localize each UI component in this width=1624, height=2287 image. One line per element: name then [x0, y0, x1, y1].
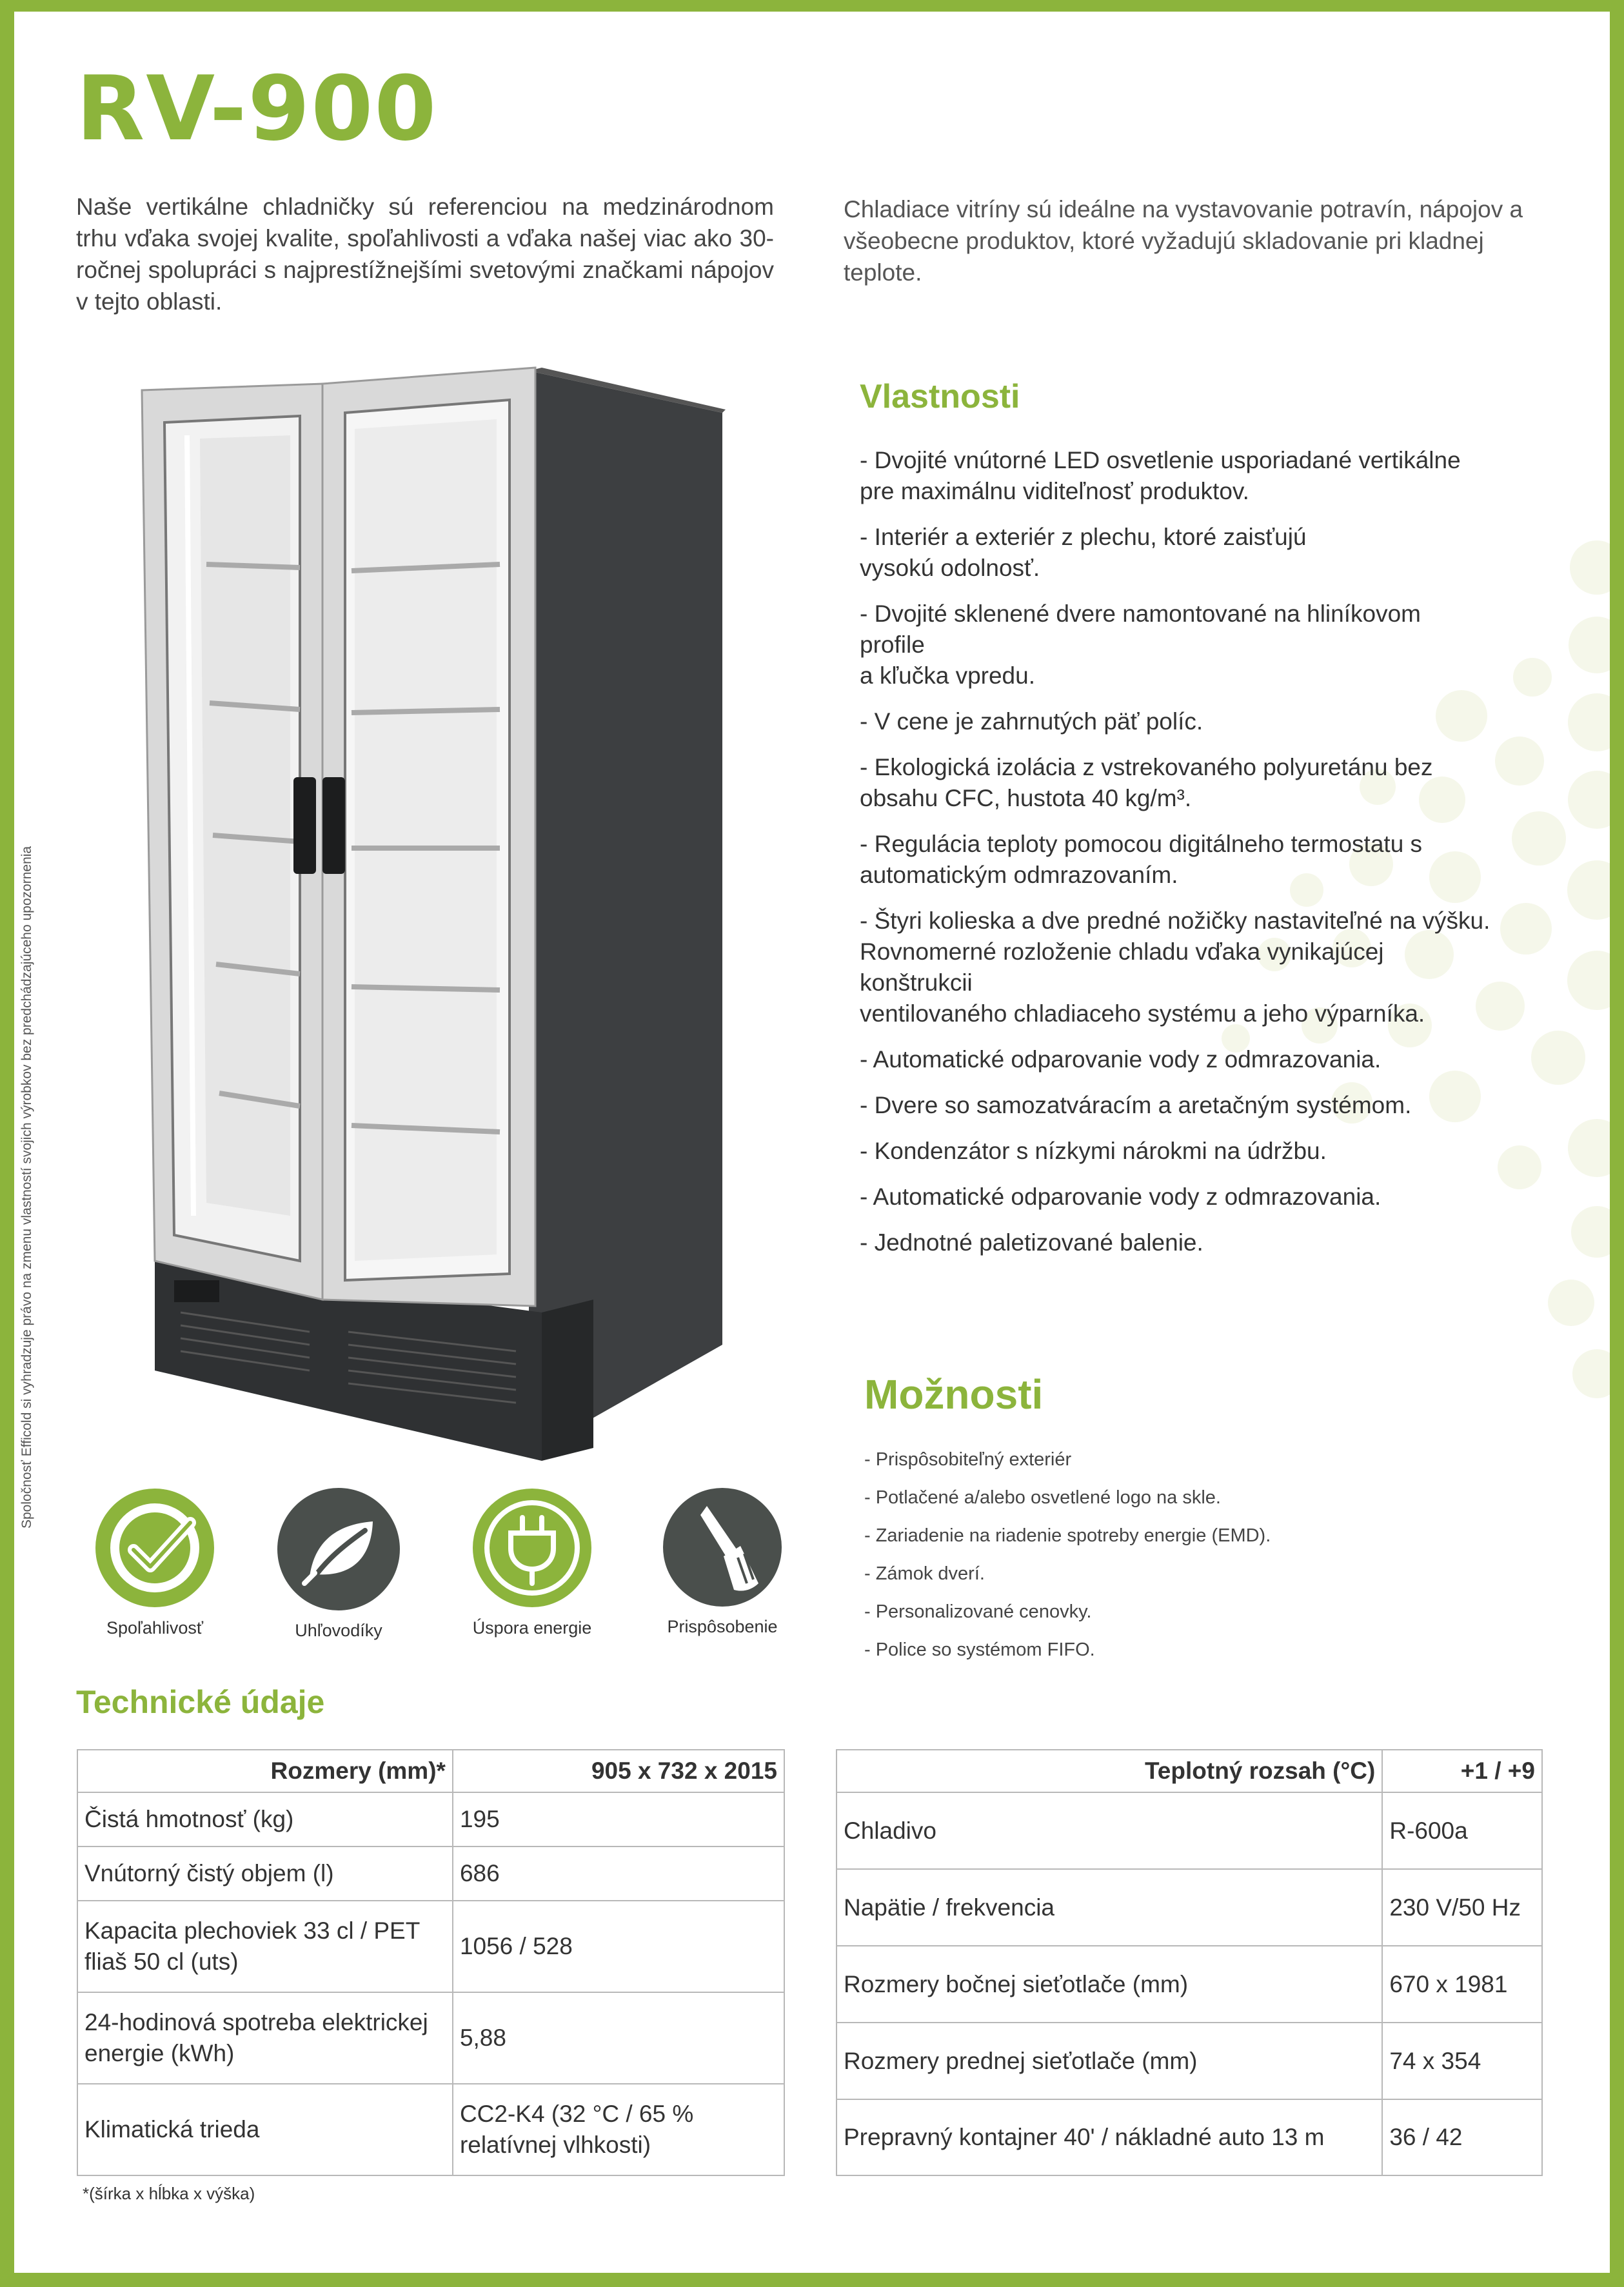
table-cell: Klimatická trieda: [77, 2084, 453, 2175]
table-row: [77, 2084, 784, 2175]
features-list: [860, 445, 1530, 1273]
features-item: - Kondenzátor s nízkymi nárokmi na údržbu.: [860, 1138, 1327, 1164]
table-cell: Rozmery prednej sieťotlače (mm): [837, 2023, 1382, 2099]
fridge-image: [129, 351, 742, 1467]
dimensions-footnote: *(šírka x hĺbka x výška): [83, 2184, 255, 2203]
tech-heading: Technické údaje: [76, 1684, 325, 1720]
checkmark-icon: [94, 1487, 216, 1609]
table-row: [837, 1792, 1542, 1869]
options-item: - Zámok dverí.: [864, 1563, 985, 1584]
spec-table-left: [77, 1749, 785, 2176]
table-row: [77, 1750, 784, 1792]
features-item: - V cene je zahrnutých päť políc.: [860, 708, 1203, 735]
table-header-cell: Rozmery (mm)*: [77, 1750, 453, 1792]
table-cell: Napätie / frekvencia: [837, 1869, 1382, 1946]
features-item: - Dvojité sklenené dvere namontované na hliníkovom profile a kľučka vpredu.: [860, 600, 1421, 689]
table-row: [77, 1901, 784, 1992]
table-cell: Chladivo: [837, 1792, 1382, 1869]
features-item: - Interiér a exteriér z plechu, ktoré zaisťujú vysokú odolnosť.: [860, 524, 1307, 581]
table-cell: 36 / 42: [1382, 2099, 1542, 2175]
table-cell: 670 x 1981: [1382, 1946, 1542, 2023]
badge-label: Úspora energie: [472, 1618, 592, 1638]
options-item: - Prispôsobiteľný exteriér: [864, 1449, 1072, 1470]
badge-label: Uhľovodíky: [295, 1621, 382, 1640]
table-row: [837, 1750, 1542, 1792]
badge-label: Prispôsobenie: [667, 1617, 778, 1636]
features-item: - Automatické odparovanie vody z odmrazovania.: [860, 1046, 1381, 1073]
table-cell: Prepravný kontajner 40' / nákladné auto 13 m: [837, 2099, 1382, 2175]
table-cell: 230 V/50 Hz: [1382, 1869, 1542, 1946]
table-cell: 74 x 354: [1382, 2023, 1542, 2099]
features-item: - Dvere so samozatváracím a aretačným systémom.: [860, 1092, 1412, 1118]
table-cell: 1056 / 528: [453, 1901, 784, 1992]
features-item: - Automatické odparovanie vody z odmrazovania.: [860, 1183, 1381, 1210]
features-item: - Štyri kolieska a dve predné nožičky nastaviteľné na výšku. Rovnomerné rozloženie chladu vďaka vynikajúcej konštrukcii ventilovaného chladiaceho systému a jeho výparníka.: [860, 907, 1490, 1027]
options-heading: Možnosti: [864, 1371, 1044, 1418]
table-cell: 686: [453, 1846, 784, 1901]
features-item: - Dvojité vnútorné LED osvetlenie usporiadané vertikálne pre maximálnu viditeľnosť produktov.: [860, 447, 1461, 504]
options-item: - Potlačené a/alebo osvetlené logo na skle.: [864, 1487, 1221, 1508]
features-item: - Jednotné paletizované balenie.: [860, 1229, 1203, 1256]
intro-paragraph-left: Naše vertikálne chladničky sú referenciou na medzinárodnom trhu vďaka svojej kvalite, spoľahlivosti a vďaka našej viac ako 30-ročnej spolupráci s najprestížnejšími svetovými značkami nápojov v tejto oblasti.: [76, 193, 774, 315]
table-cell: R-600a: [1382, 1792, 1542, 1869]
leaf-icon: [276, 1487, 401, 1612]
intro-paragraph-right: Chladiace vitríny sú ideálne na vystavovanie potravín, nápojov a všeobecne produktov, ktoré vyžadujú skladovanie pri kladnej teplote.: [844, 196, 1523, 286]
features-item: - Regulácia teploty pomocou digitálneho termostatu s automatickým odmrazovaním.: [860, 831, 1423, 888]
table-row: [77, 1846, 784, 1901]
options-list: [864, 1448, 1445, 1676]
table-row: [837, 2023, 1542, 2099]
table-row: [77, 1992, 784, 2084]
plug-icon: [471, 1487, 593, 1609]
badge-customization: [632, 1487, 813, 1637]
table-cell: CC2-K4 (32 °C / 65 % relatívnej vlhkosti): [453, 2084, 784, 2175]
table-row: [837, 1946, 1542, 2023]
table-row: [837, 1869, 1542, 1946]
badge-energy-saving: [442, 1487, 622, 1638]
table-cell: Rozmery bočnej sieťotlače (mm): [837, 1946, 1382, 2023]
badge-hydrocarbons: [248, 1487, 429, 1641]
paintbrush-icon: [662, 1487, 783, 1608]
table-header-cell: +1 / +9: [1382, 1750, 1542, 1792]
table-header-cell: Teplotný rozsah (°C): [837, 1750, 1382, 1792]
disclaimer-vertical: Spoločnosť Efficold si vyhradzuje právo na zmenu vlastností svojich výrobkov bez predchádzajúceho upozornenia: [19, 846, 34, 1529]
product-title: RV-900: [76, 57, 438, 161]
table-cell: Čistá hmotnosť (kg): [77, 1792, 453, 1846]
table-cell: 5,88: [453, 1992, 784, 2084]
options-item: - Zariadenie na riadenie spotreby energie (EMD).: [864, 1525, 1271, 1546]
options-item: - Personalizované cenovky.: [864, 1601, 1092, 1622]
spec-table-right: [836, 1749, 1543, 2176]
table-row: [837, 2099, 1542, 2175]
features-heading: Vlastnosti: [860, 378, 1020, 415]
options-item: - Police so systémom FIFO.: [864, 1639, 1095, 1660]
table-row: [77, 1792, 784, 1846]
badge-reliability: [64, 1487, 245, 1638]
table-cell: 24-hodinová spotreba elektrickej energie (kWh): [77, 1992, 453, 2084]
features-item: - Ekologická izolácia z vstrekovaného polyuretánu bez obsahu CFC, hustota 40 kg/m³.: [860, 754, 1433, 811]
feature-badges: [64, 1487, 806, 1654]
table-cell: Kapacita plechoviek 33 cl / PET fliaš 50 cl (uts): [77, 1901, 453, 1992]
table-cell: 195: [453, 1792, 784, 1846]
table-header-cell: 905 x 732 x 2015: [453, 1750, 784, 1792]
table-cell: Vnútorný čistý objem (l): [77, 1846, 453, 1901]
badge-label: Spoľahlivosť: [106, 1618, 204, 1638]
